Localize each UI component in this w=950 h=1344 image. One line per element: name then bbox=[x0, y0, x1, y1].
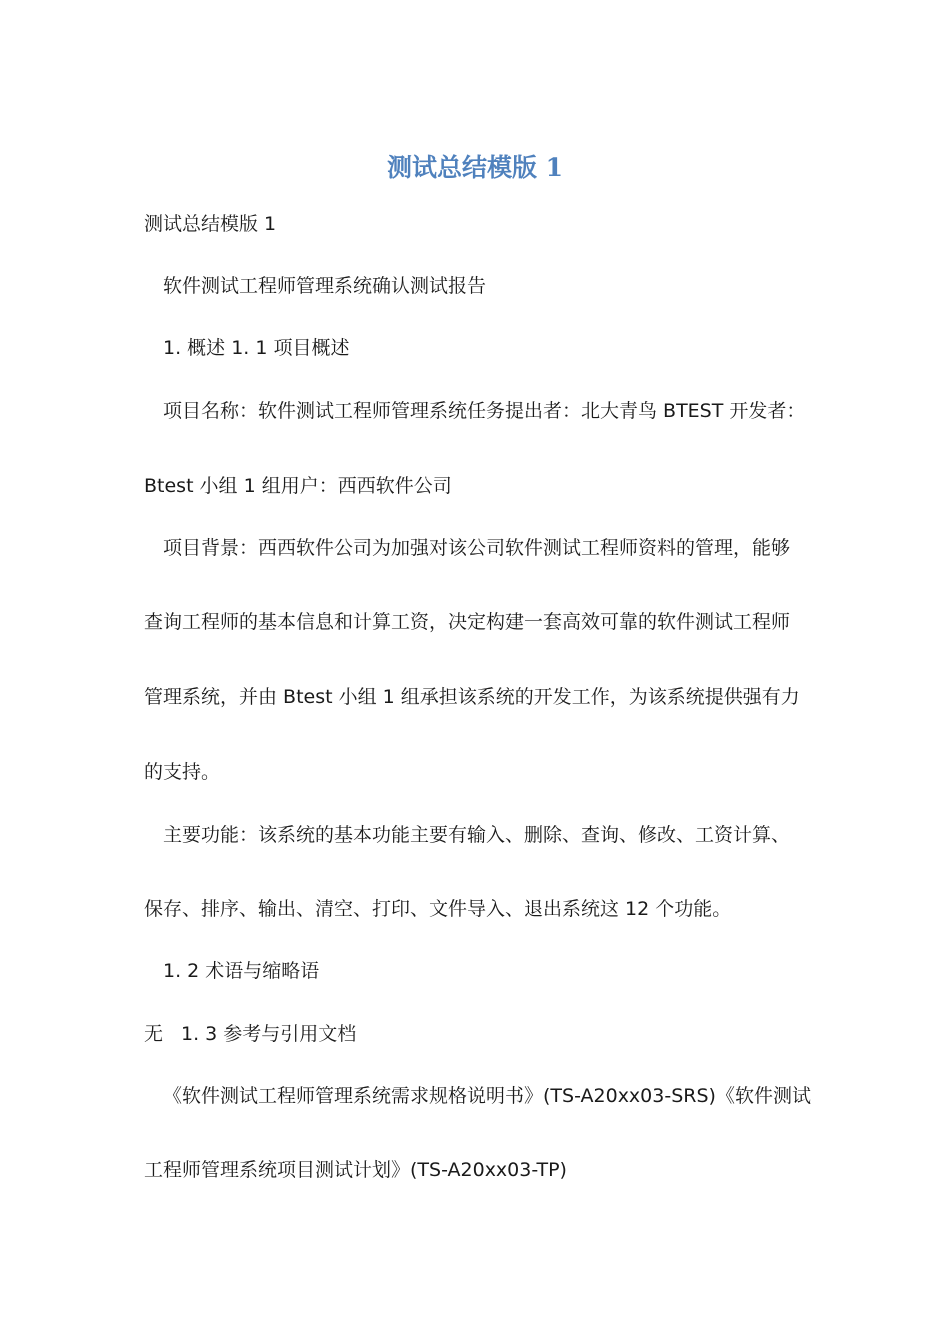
main-functions-line-1: 主要功能：该系统的基本功能主要有输入、删除、查询、修改、工资计算、 bbox=[163, 824, 791, 846]
project-background-line-1: 项目背景：西西软件公司为加强对该公司软件测试工程师资料的管理，能够 bbox=[163, 537, 791, 559]
terms-heading: 1. 2 术语与缩略语 bbox=[163, 960, 320, 982]
references-line-1: 《软件测试工程师管理系统需求规格说明书》(TS-A20xx03-SRS)《软件测试 bbox=[163, 1085, 811, 1107]
project-background-line-2: 查询工程师的基本信息和计算工资，决定构建一套高效可靠的软件测试工程师 bbox=[144, 611, 791, 633]
terms-none-line bbox=[144, 1019, 804, 1049]
references-line-2: 工程师管理系统项目测试计划》(TS-A20xx03-TP) bbox=[144, 1159, 567, 1181]
main-functions-line-2: 保存、排序、输出、清空、打印、文件导入、退出系统这 12 个功能。 bbox=[144, 898, 732, 920]
subtitle-line: 测试总结模版 1 bbox=[144, 213, 277, 235]
project-background-line-4: 的支持。 bbox=[144, 761, 221, 783]
project-name-line: 项目名称：软件测试工程师管理系统任务提出者：北大青鸟 BTEST 开发者： bbox=[163, 400, 806, 422]
document-title: 测试总结模版 1 bbox=[386, 153, 564, 182]
terms-none-text: 无 bbox=[144, 1023, 164, 1045]
references-heading: 1. 3 参考与引用文档 bbox=[181, 1023, 357, 1045]
project-background-line-3: 管理系统，并由 Btest 小组 1 组承担该系统的开发工作，为该系统提供强有力 bbox=[144, 686, 800, 708]
report-name-line: 软件测试工程师管理系统确认测试报告 bbox=[163, 275, 487, 297]
section-overview-heading: 1. 概述 1. 1 项目概述 bbox=[163, 337, 350, 359]
project-user-line: Btest 小组 1 组用户：西西软件公司 bbox=[144, 475, 452, 497]
